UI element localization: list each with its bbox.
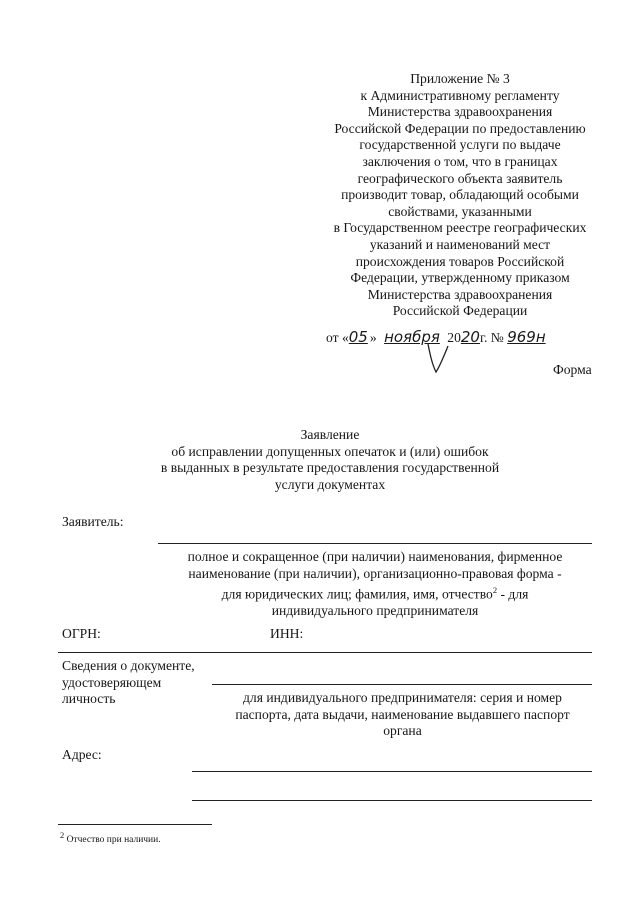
applicant-hint-tail: - для (497, 586, 529, 602)
title-line: услуги документах (274, 476, 386, 492)
header-line: свойствами, указанными (388, 203, 532, 219)
order-month: ноября (384, 328, 440, 346)
applicant-hint (150, 549, 600, 620)
identity-label-line: личность (62, 691, 116, 706)
header-line: к Административному регламенту (360, 87, 560, 103)
applicant-field-line[interactable] (158, 543, 592, 544)
order-mid: » (369, 330, 377, 345)
header-line: Министерства здравоохранения (367, 104, 553, 120)
header-line: Российской Федерации по предоставлению (334, 120, 586, 136)
identity-label (62, 658, 195, 708)
ogrn-inn-field-line[interactable] (58, 652, 592, 653)
identity-hint-line: для индивидуального предпринимателя: серия и номер (243, 690, 562, 705)
header-line: в Государственном реестре географических (333, 220, 587, 236)
identity-field-line[interactable] (212, 684, 592, 685)
header-line: происхождения товаров Российской (355, 253, 565, 269)
header-line: географического объекта заявитель (357, 170, 563, 186)
applicant-hint-line-3 (150, 582, 600, 603)
title-line: об исправлении допущенных опечаток и (или) ошибок (171, 443, 489, 459)
identity-hint (205, 690, 600, 740)
order-number: 969н (507, 328, 546, 346)
header-line: заключения о том, что в границах (362, 153, 558, 169)
footnote-divider (58, 824, 212, 825)
signature-mark (422, 340, 452, 376)
address-field-line-1[interactable] (192, 771, 592, 772)
order-day: 05 (348, 328, 368, 346)
header-line: Российской Федерации (392, 303, 528, 319)
identity-label-line: Сведения о документе, (62, 658, 195, 673)
identity-hint-line: паспорта, дата выдачи, наименование выдавшего паспорт (235, 706, 570, 722)
header-line: указаний и наименований мест (369, 236, 551, 252)
header-line: Министерства здравоохранения (367, 286, 553, 302)
document-title (100, 427, 560, 493)
header-line: Приложение № 3 (410, 71, 510, 86)
ogrn-label: ОГРН: (62, 626, 101, 641)
title-line: в выданных в результате предоставления государственной (160, 460, 500, 476)
applicant-label: Заявитель: (62, 514, 124, 529)
applicant-hint-line: наименование (при наличии), организационно-правовая форма - (188, 565, 562, 581)
appendix-header (300, 71, 620, 320)
order-prefix: от « (326, 330, 349, 345)
order-year-suffix: 20 (460, 328, 480, 346)
footnote-mark: 2 (60, 830, 65, 840)
applicant-hint-line: индивидуального предпринимателя (271, 603, 479, 619)
address-label: Адрес: (62, 747, 102, 762)
order-year-prefix: 20 (447, 330, 461, 345)
footnote (60, 830, 161, 845)
applicant-hint-text: для юридических лиц; фамилия, имя, отчество (221, 586, 493, 602)
title-line: Заявление (300, 427, 360, 442)
footnote-text: Отчество при наличии. (64, 835, 161, 846)
identity-label-line: удостоверяющем (62, 674, 162, 690)
order-g-no: г. № (479, 330, 504, 345)
identity-hint-line: органа (383, 723, 422, 738)
applicant-hint-line: полное и сокращенное (при наличии) наименования, фирменное (187, 549, 563, 564)
header-line: Федерации, утвержденному приказом (350, 270, 570, 286)
header-line: производит товар, обладающий особыми (341, 187, 579, 203)
footnote-ref: 2 (492, 585, 498, 595)
header-line: государственной услуги по выдаче (359, 137, 561, 153)
inn-label: ИНН: (270, 626, 304, 641)
address-field-line-2[interactable] (192, 800, 592, 801)
form-label: Форма (553, 362, 592, 377)
